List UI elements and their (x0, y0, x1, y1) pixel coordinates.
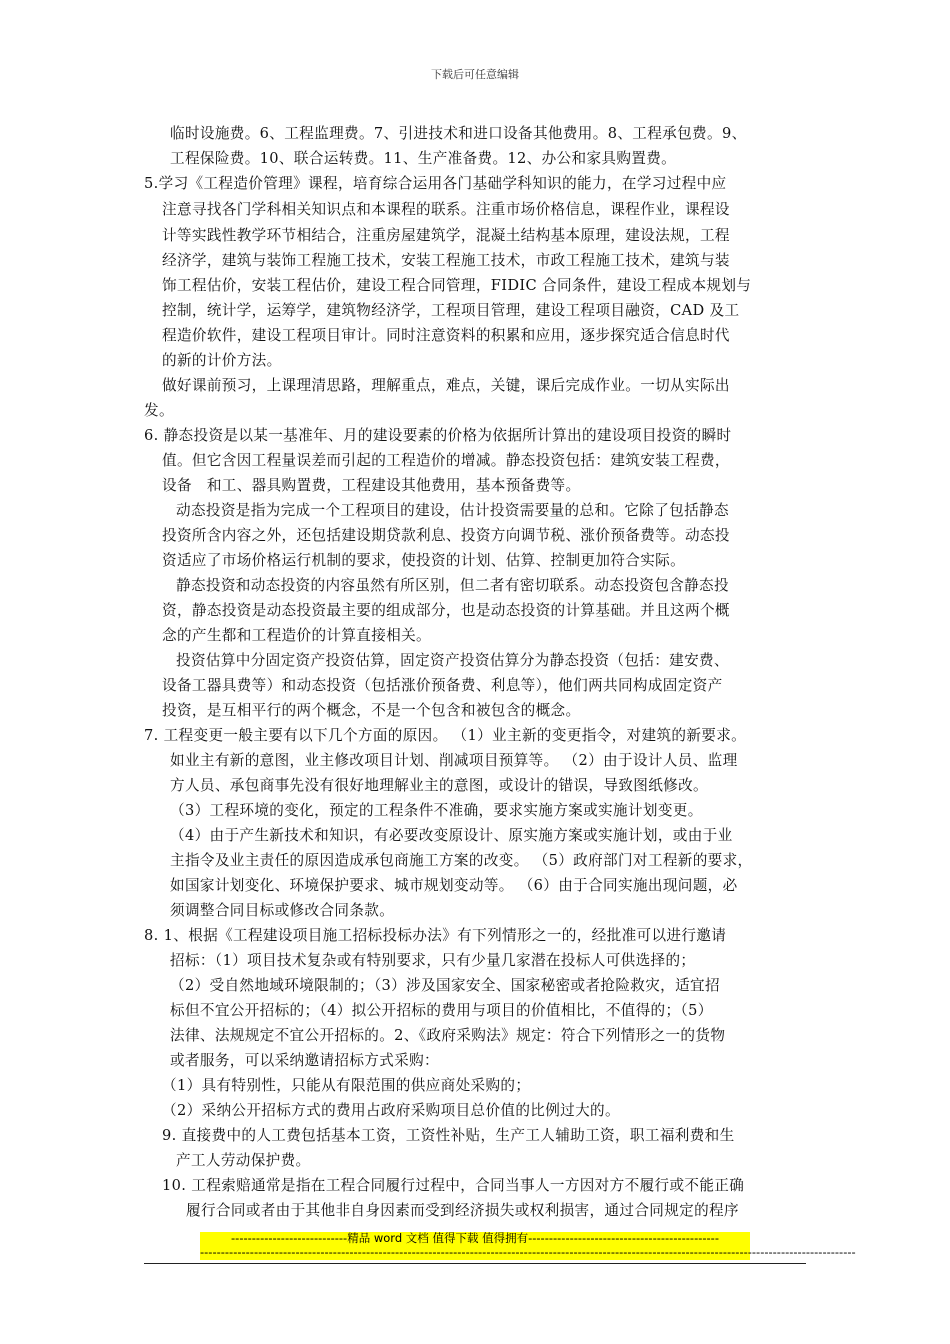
body-line: 的新的计价方法。 (162, 352, 282, 369)
body-line: 资适应了市场价格运行机制的要求，使投资的计划、估算、控制更加符合实际。 (162, 552, 686, 569)
body-line: 10. 工程索赔通常是指在工程合同履行过程中，合同当事人一方因对方不履行或不能正确 (162, 1177, 745, 1194)
body-line: （2）受自然地域环境限制的；（3）涉及国家安全、国家秘密或者抢险救灾，适宜招 (170, 977, 720, 994)
body-line: 方人员、承包商事先没有很好地理解业主的意图，或设计的错误，导致图纸修改。 (170, 777, 708, 794)
body-line: 9. 直接费中的人工费包括基本工资，工资性补贴，生产工人辅助工资，职工福利费和生 (162, 1127, 735, 1144)
body-line: （3）工程环境的变化，预定的工程条件不准确，要求实施方案或实施计划变更。 (170, 802, 703, 819)
body-line: （4）由于产生新技术和知识，有必要改变原设计、原实施方案或实施计划，或由于业 (170, 827, 733, 844)
body-line: （1）具有特别性，只能从有限范围的供应商处采购的； (162, 1077, 531, 1094)
body-line: 投资估算中分固定资产投资估算，固定资产投资估算分为静态投资（包括：建安费、 (176, 652, 729, 669)
body-line: 动态投资是指为完成一个工程项目的建设，估计投资需要量的总和。它除了包括静态 (176, 502, 729, 519)
footer-banner-dash-line: -------------------------------------------------------------------------------------------------------------------------------------------------------------- (200, 1245, 856, 1259)
body-line: 6. 静态投资是以某一基准年、月的建设要素的价格为依据所计算出的建设项目投资的瞬时 (144, 427, 732, 444)
body-line: 念的产生都和工程造价的计算直接相关。 (162, 627, 431, 644)
body-line: 须调整合同目标或修改合同条款。 (170, 902, 395, 919)
body-line: 控制，统计学，运筹学，建筑物经济学，工程项目管理，建设工程项目融资，CAD 及工 (162, 302, 740, 319)
body-line: 工程保险费。10、联合运转费。11、生产准备费。12、办公和家具购置费。 (170, 150, 677, 167)
body-line: 设备工器具费等）和动态投资（包括涨价预备费、利息等），他们两共同构成固定资产 (162, 677, 723, 694)
body-line: 7. 工程变更一般主要有以下几个方面的原因。 （1）业主新的变更指令，对建筑的新要求。 (144, 727, 747, 744)
page-header: 下载后可任意编辑 (431, 68, 519, 81)
body-line: 法律、法规规定不宜公开招标的。2、《政府采购法》规定：符合下列情形之一的货物 (170, 1027, 726, 1044)
body-line: 标但不宜公开招标的；（4）拟公开招标的费用与项目的价值相比，不值得的；（5） (170, 1002, 713, 1019)
body-line: 招标：（1）项目技术复杂或有特别要求，只有少量几家潜在投标人可供选择的； (170, 952, 696, 969)
body-line: 8. 1、根据《工程建设项目施工招标投标办法》有下列情形之一的，经批准可以进行邀请 (144, 927, 727, 944)
body-line: 投资所含内容之外，还包括建设期贷款利息、投资方向调节税、涨价预备费等。动态投 (162, 527, 730, 544)
body-line: 静态投资和动态投资的内容虽然有所区别，但二者有密切联系。动态投资包含静态投 (176, 577, 729, 594)
footer-rule (144, 1263, 806, 1264)
body-line: 饰工程估价，安装工程估价，建设工程合同管理，FIDIC 合同条件，建设工程成本规划与 (162, 277, 752, 294)
body-line: 经济学，建筑与装饰工程施工技术，安装工程施工技术，市政工程施工技术，建筑与装 (162, 252, 730, 269)
footer-highlight-banner (200, 1231, 856, 1260)
body-line: 如业主有新的意图，业主修改项目计划、削减项目预算等。 （2）由于设计人员、监理 (170, 752, 738, 769)
body-line: 设备 和工、器具购置费，工程建设其他费用，基本预备费等。 (162, 477, 581, 494)
body-line: （2）采纳公开招标方式的费用占政府采购项目总价值的比例过大的。 (162, 1102, 620, 1119)
body-line: 投资，是互相平行的两个概念，不是一个包含和被包含的概念。 (162, 702, 581, 719)
body-line: 注意寻找各门学科相关知识点和本课程的联系。注重市场价格信息，课程作业，课程设 (162, 201, 730, 218)
body-line: 产工人劳动保护费。 (176, 1152, 311, 1169)
body-line: 主指令及业主责任的原因造成承包商施工方案的改变。 （5）政府部门对工程新的要求， (170, 852, 753, 869)
body-line: 如国家计划变化、环境保护要求、城市规划变动等。 （6）由于合同实施出现问题，必 (170, 877, 738, 894)
body-line: 履行合同或者由于其他非自身因素而受到经济损失或权利损害，通过合同规定的程序 (186, 1202, 739, 1219)
body-line: 做好课前预习，上课理清思路，理解重点，难点，关键，课后完成作业。一切从实际出 (162, 377, 730, 394)
body-line: 计等实践性教学环节相结合，注重房屋建筑学，混凝土结构基本原理，建设法规，工程 (162, 227, 730, 244)
body-line: 程造价软件，建设工程项目审计。同时注意资料的积累和应用，逐步探究适合信息时代 (162, 327, 730, 344)
body-line: 临时设施费。6、工程监理费。7、引进技术和进口设备其他费用。8、工程承包费。9、 (170, 125, 747, 142)
body-line: 资，静态投资是动态投资最主要的组成部分，也是动态投资的计算基础。并且这两个概 (162, 602, 730, 619)
body-line: 发。 (144, 402, 174, 419)
body-line: 5.学习《工程造价管理》课程，培育综合运用各门基础学科知识的能力，在学习过程中应 (144, 175, 727, 192)
body-line: 或者服务，可以采纳邀请招标方式采购： (170, 1052, 439, 1069)
body-line: 值。但它含因工程量误差而引起的工程造价的增减。静态投资包括：建筑安装工程费， (162, 452, 730, 469)
footer-banner-line: ----------------------------精品 word 文档 值得下载 值得拥有---------------------------------------------- (231, 1231, 719, 1245)
